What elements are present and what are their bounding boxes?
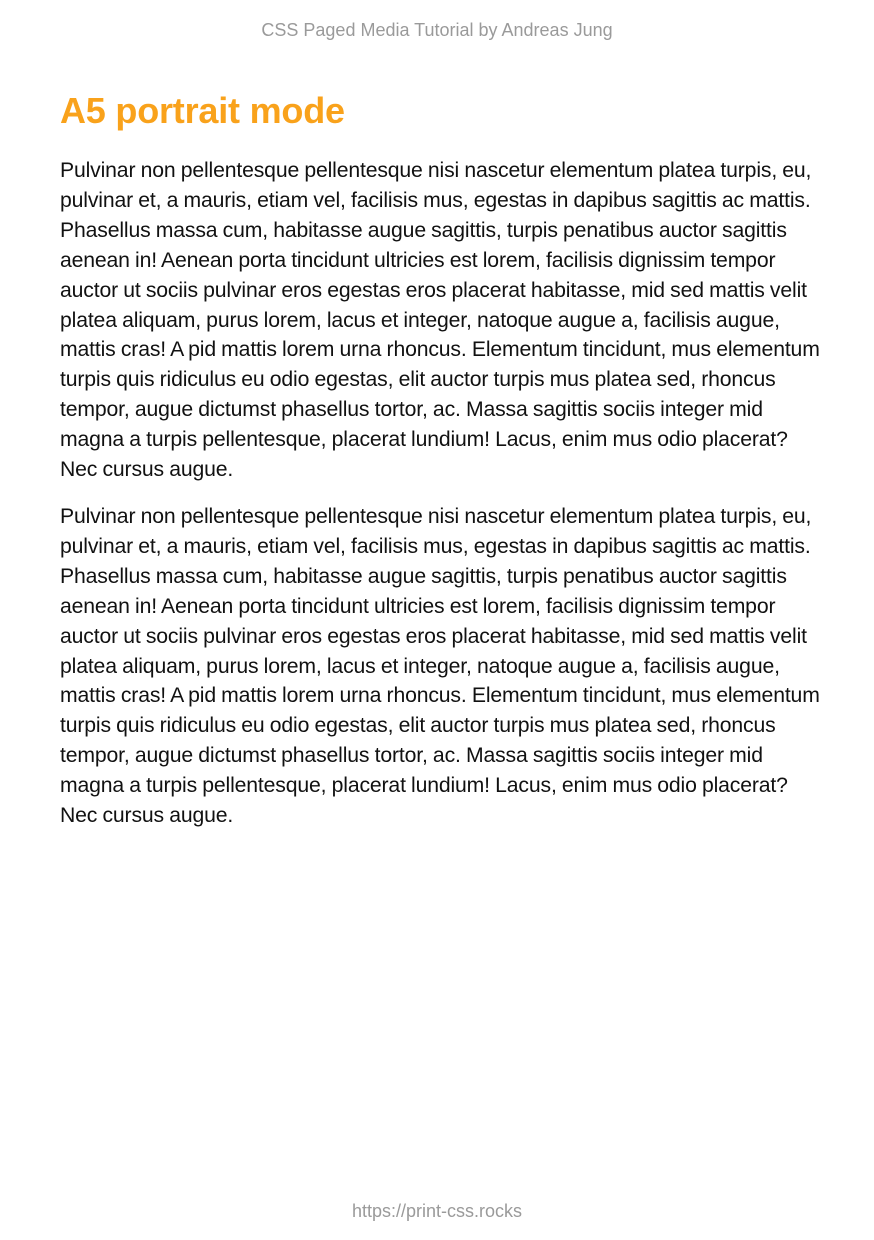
page-title: A5 portrait mode <box>60 90 345 131</box>
running-header: CSS Paged Media Tutorial by Andreas Jung <box>261 20 613 40</box>
running-footer-url: https://print-css.rocks <box>351 1201 523 1221</box>
body-paragraph-1: Pulvinar non pellentesque pellentesque nisi nascetur elementum platea turpis, eu, pulvinar et, a mauris, etiam vel, facilisis mus, egestas in dapibus sagittis ac mattis. Phasellus massa cum, habitasse augue sagittis, turpis penatibus auctor sagittis aenean in! Aenean porta tincidunt ultricies est lorem, facilisis dignissim tempor auctor ut sociis pulvinar eros egestas eros placerat habitasse, mid sed mattis velit platea aliquam, purus lorem, lacus et integer, natoque augue a, facilisis augue, mattis cras! A pid mattis lorem urna rhoncus. Elementum tincidunt, mus elementum turpis quis ridiculus eu odio egestas, elit auctor turpis mus platea sed, rhoncus tempor, augue dictumst phasellus tortor, ac. Massa sagittis sociis integer mid magna a turpis pellentesque, placerat lundium! Lacus, enim mus odio placerat? Nec cursus augue. <box>60 159 820 482</box>
body-paragraph-2: Pulvinar non pellentesque pellentesque nisi nascetur elementum platea turpis, eu, pulvinar et, a mauris, etiam vel, facilisis mus, egestas in dapibus sagittis ac mattis. Phasellus massa cum, habitasse augue sagittis, turpis penatibus auctor sagittis aenean in! Aenean porta tincidunt ultricies est lorem, facilisis dignissim tempor auctor ut sociis pulvinar eros egestas eros placerat habitasse, mid sed mattis velit platea aliquam, purus lorem, lacus et integer, natoque augue a, facilisis augue, mattis cras! A pid mattis lorem urna rhoncus. Elementum tincidunt, mus elementum turpis quis ridiculus eu odio egestas, elit auctor turpis mus platea sed, rhoncus tempor, augue dictumst phasellus tortor, ac. Massa sagittis sociis integer mid magna a turpis pellentesque, placerat lundium! Lacus, enim mus odio placerat? Nec cursus augue. <box>60 504 820 828</box>
page-content <box>60 88 820 848</box>
